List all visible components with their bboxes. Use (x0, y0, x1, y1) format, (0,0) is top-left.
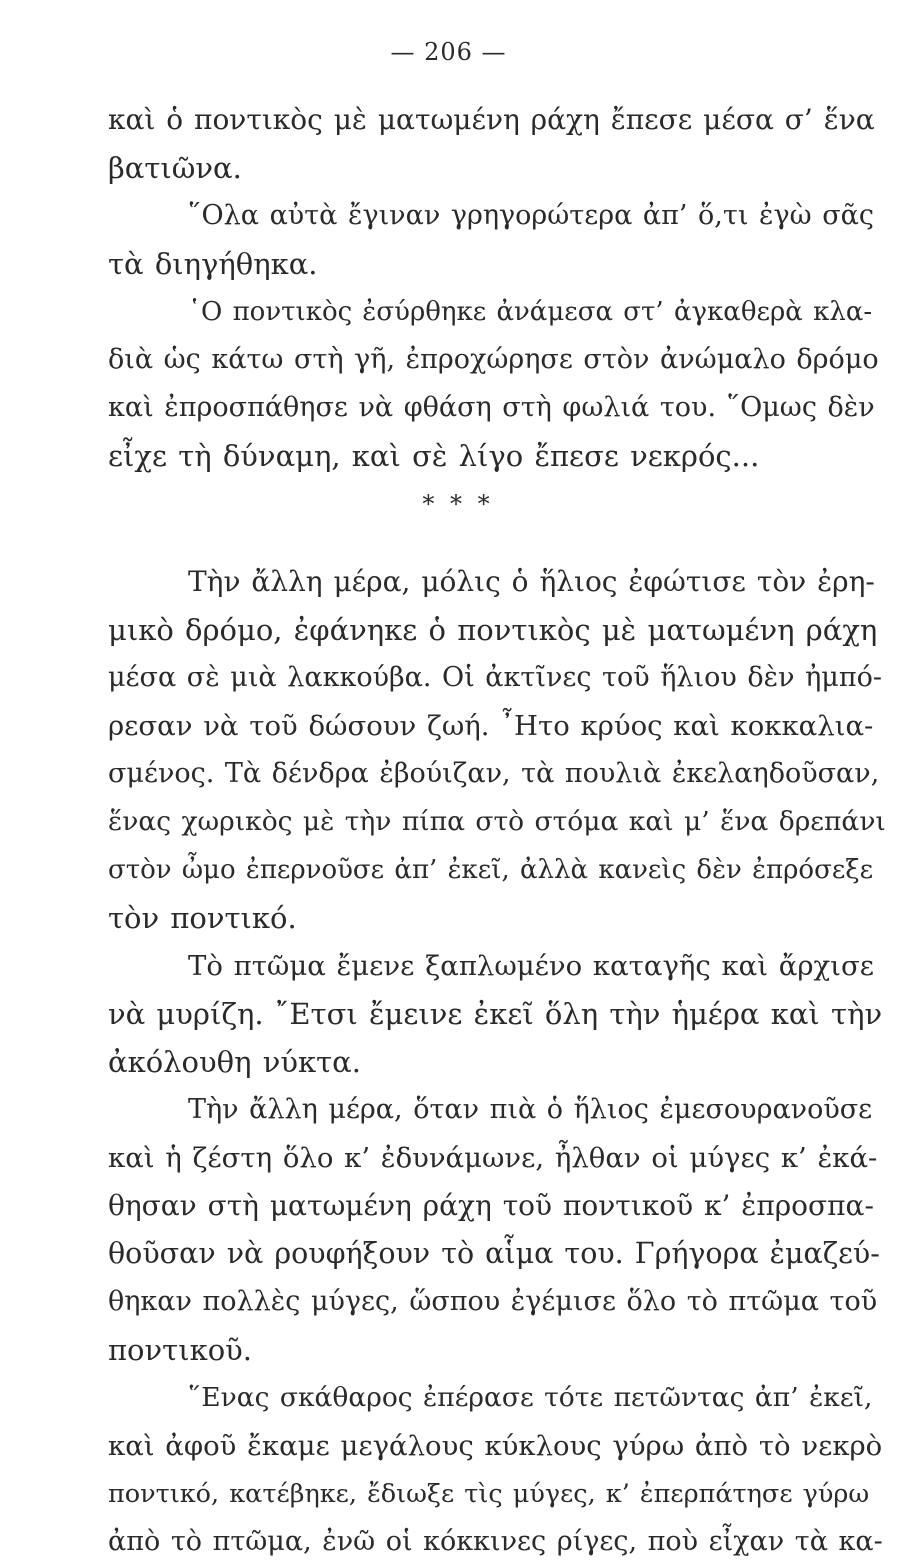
text-line: βατιῶνα. (108, 151, 242, 185)
text-line: ἀκόλουθη νύκτα. (108, 1045, 361, 1079)
text-line: σμένος. Τὰ δένδρα ἐβούιζαν, τὰ πουλιὰ ἐκελαηδοῦσαν, (108, 758, 880, 789)
text-line: ποντικοῦ. (108, 1333, 252, 1367)
text-line: νὰ μυρίζη. ῎Ετσι ἔμεινε ἐκεῖ ὅλη τὴν ἡμέρα καὶ τὴν (108, 997, 883, 1031)
text-line: καὶ ὁ ποντικὸς μὲ ματωμένη ράχη ἔπεσε μέσα σ’ ἕνα (108, 103, 875, 136)
text-line: μέσα σὲ μιὰ λακκούβα. Οἱ ἀκτῖνες τοῦ ἥλιου δὲν ἠμπό- (108, 662, 882, 693)
text-line: εἶχε τὴ δύναμη, καὶ σὲ λίγο ἔπεσε νεκρός... (108, 439, 760, 473)
text-line: θησαν στὴ ματωμένη ράχη τοῦ ποντικοῦ κ’ ἐπροσπα- (108, 1189, 874, 1222)
text-line: θηκαν πολλὲς μύγες, ὥσπου ἐγέμισε ὅλο τὸ πτῶμα τοῦ (108, 1286, 878, 1317)
text-line: καὶ ἀφοῦ ἔκαμε μεγάλους κύκλους γύρω ἀπὸ τὸ νεκρὸ (108, 1430, 883, 1462)
text-line: θοῦσαν νὰ ρουφήξουν τὸ αἷμα του. Γρήγορα ἐμαζεύ- (108, 1237, 880, 1270)
page-number: — 206 — (390, 38, 507, 66)
text-line: Τὴν ἄλλη μέρα, ὅταν πιὰ ὁ ἥλιος ἐμεσουρανοῦσε (188, 1094, 873, 1125)
text-line: διὰ ὡς κάτω στὴ γῆ, ἐπροχώρησε στὸν ἀνώμαλο δρόμο (108, 344, 879, 375)
text-line: μικὸ δρόμο, ἐφάνηκε ὁ ποντικὸς μὲ ματωμένη ράχη (108, 613, 878, 647)
text-line: ῾Ο ποντικὸς ἐσύρθηκε ἀνάμεσα στ’ ἀγκαθερὰ κλα- (188, 297, 873, 327)
section-separator: * * * (422, 490, 494, 518)
text-line: Τὴν ἄλλη μέρα, μόλις ὁ ἥλιος ἐφώτισε τὸν ἐρη- (188, 565, 875, 598)
text-line: καὶ ἡ ζέστη ὅλο κ’ ἐδυνάμωνε, ἦλθαν οἱ μύγες κ’ ἐκά- (108, 1142, 878, 1174)
text-line: ρεσαν νὰ τοῦ δώσουν ζωή. ῏Ητο κρύος καὶ κοκκαλια- (108, 710, 874, 742)
text-line: ποντικό, κατέβηκε, ἔδιωξε τὶς μύγες, κ’ ἐπερπάτησε γύρω (108, 1479, 870, 1509)
spacer (108, 528, 868, 558)
text-line: ῞Ενας σκάθαρος ἐπέρασε τότε πετῶντας ἀπ’ ἐκεῖ, (188, 1382, 873, 1413)
text-line: Τὸ πτῶμα ἔμενε ξαπλωμένο καταγῆς καὶ ἄρχισε (188, 950, 874, 982)
text-line: τὰ διηγήθηκα. (108, 247, 318, 281)
text-line: τὸν ποντικό. (108, 901, 297, 935)
text-line: καὶ ἐπροσπάθησε νὰ φθάση στὴ φωλιά του. ῞Ομως δὲν (108, 392, 875, 423)
text-line: ἕνας χωρικὸς μὲ τὴν πίπα στὸ στόμα καὶ μ’ ἕνα δρεπάνι (108, 806, 886, 837)
text-line: ἀπὸ τὸ πτῶμα, ἐνῶ οἱ κόκκινες ρίγες, ποὺ εἶχαν τὰ κα- (108, 1526, 883, 1557)
text-line: ῞Ολα αὐτὰ ἔγιναν γρηγορώτερα ἀπ’ ὅ,τι ἐγὼ σᾶς (188, 200, 874, 231)
body-text (108, 96, 886, 1566)
text-line: στὸν ὦμο ἐπερνοῦσε ἀπ’ ἐκεῖ, ἀλλὰ κανεὶς δὲν ἐπρόσεξε (108, 855, 874, 885)
